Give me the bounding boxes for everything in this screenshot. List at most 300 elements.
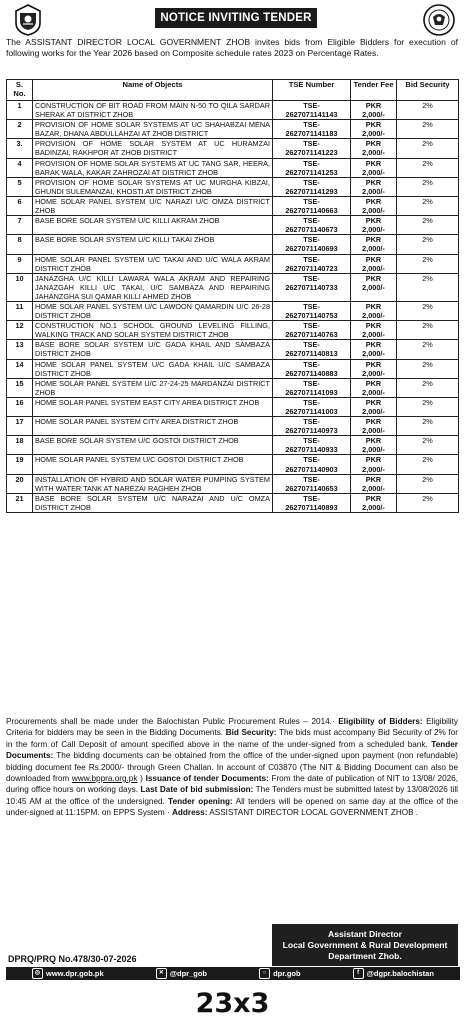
footer-twitter-text: @dpr_gob xyxy=(169,969,208,978)
row-tse-number-tse2: 2627071140653 xyxy=(285,483,338,493)
eligibility-label: Eligibility of Bidders: xyxy=(338,717,423,726)
row-tender-fee-fee2: 2,000/- xyxy=(362,244,385,254)
row-object-name-obj: BASE BORE SOLAR SYSTEM U/C KILLI TAKAI ZHOB xyxy=(35,235,215,245)
row-sno xyxy=(7,417,33,436)
row-sno-sno: 11 xyxy=(15,301,24,311)
row-tender-fee xyxy=(351,216,397,235)
row-object-name xyxy=(33,235,273,254)
row-bid-security xyxy=(397,378,459,397)
row-tse-number-tse1: TSE- xyxy=(303,397,320,407)
row-sno-sno: 13 xyxy=(15,340,24,350)
table-row xyxy=(7,216,459,235)
table-row xyxy=(7,158,459,177)
col-header-tse: TSE Number xyxy=(273,80,351,101)
row-tse-number-tse2: 2627071140973 xyxy=(285,426,338,436)
col-header-fee: Tender Fee xyxy=(351,80,397,101)
row-tender-fee-fee2: 2,000/- xyxy=(362,225,385,235)
row-tender-fee-fee1: PKR xyxy=(365,196,382,206)
row-object-name-obj: CONSTRUCTION OF BIT ROAD FROM MAIN N-50 TO QILA SARDAR SHERAK AT DISTRICT ZHOB xyxy=(35,101,270,120)
row-tender-fee-fee1: PKR xyxy=(365,340,382,350)
row-tse-number xyxy=(273,139,351,158)
row-tender-fee-fee1: PKR xyxy=(365,321,382,331)
row-object-name xyxy=(33,101,273,120)
row-bid-security xyxy=(397,436,459,455)
row-tender-fee xyxy=(351,397,397,416)
row-tender-fee-fee2: 2,000/- xyxy=(362,445,385,455)
row-tse-number xyxy=(273,340,351,359)
bid-security-text: The bids must accompany Bid Security of 2% for in the form of Call Deposit of amount specified above in the name of the under-signed from a scheduled bank. xyxy=(6,728,458,749)
row-sno-sno: 15 xyxy=(15,378,24,388)
row-bid-security-sec: 2% xyxy=(422,474,433,484)
row-tse-number-tse2: 2627071140933 xyxy=(285,445,338,455)
row-object-name-obj: HOME SOLAR PANEL SYSTEM EAST CITY AREA DISTRICT ZHOB xyxy=(35,397,260,407)
row-tse-number xyxy=(273,196,351,215)
row-object-name xyxy=(33,273,273,301)
col-header-security: Bid Security xyxy=(397,80,459,101)
table-row xyxy=(7,397,459,416)
footer-instagram-text: dpr.gob xyxy=(273,969,301,978)
row-tse-number-tse2: 2627071140663 xyxy=(285,206,338,216)
globe-icon: ◎ xyxy=(32,968,43,979)
row-sno xyxy=(7,235,33,254)
row-object-name xyxy=(33,177,273,196)
twitter-icon: ✕ xyxy=(156,968,167,979)
row-sno xyxy=(7,139,33,158)
tender-documents-label: Tender Documents: xyxy=(6,739,458,761)
reference-number: DPRQ/PRQ No.478/30-07-2026 xyxy=(8,954,137,964)
row-tse-number-tse1: TSE- xyxy=(303,340,320,350)
row-bid-security-sec: 2% xyxy=(422,216,433,226)
tender-table xyxy=(6,79,459,513)
tender-opening-text: All tenders will be opened on same day at the office of the under-signed at 11:15PM. on EPPS System · xyxy=(6,796,459,818)
row-tender-fee xyxy=(351,474,397,493)
table-row xyxy=(7,436,459,455)
row-tse-number-tse2: 2627071140673 xyxy=(285,225,338,235)
row-tse-number-tse2: 2627071140903 xyxy=(285,464,338,474)
row-bid-security xyxy=(397,321,459,340)
row-bid-security xyxy=(397,177,459,196)
row-tse-number xyxy=(273,455,351,474)
row-tse-number xyxy=(273,417,351,436)
row-tender-fee-fee2: 2,000/- xyxy=(362,311,385,321)
row-tender-fee-fee2: 2,000/- xyxy=(362,368,385,378)
row-tender-fee-fee1: PKR xyxy=(365,493,382,503)
row-tender-fee-fee1: PKR xyxy=(365,139,382,149)
row-tse-number-tse2: 2627071140693 xyxy=(285,244,338,254)
row-object-name xyxy=(33,196,273,215)
row-bid-security xyxy=(397,493,459,512)
department-seal-logo xyxy=(421,3,457,37)
row-object-name-obj: HOME SOLAR PANEL SYSTEM U/C NARAZI U/C OMZA DISTRICT ZHOB xyxy=(35,196,270,216)
table-row xyxy=(7,493,459,512)
row-tse-number xyxy=(273,397,351,416)
row-tse-number xyxy=(273,493,351,512)
row-bid-security-sec: 2% xyxy=(422,120,433,130)
row-tse-number-tse2: 2627071141293 xyxy=(285,186,338,196)
row-tender-fee-fee1: PKR xyxy=(365,474,382,484)
row-tender-fee-fee1: PKR xyxy=(365,158,382,168)
row-object-name-obj: PROVISION OF HOME SOLAR SYSTEM AT UC HURAMZAI BADINZAI, RAKHPOR AT ZHOB DISTRICT xyxy=(35,139,270,158)
row-object-name-obj: BASE BORE SOLAR SYSTEM U/C NARAZAI AND U/C OMZA DISTRICT ZHOB xyxy=(35,493,270,512)
row-object-name-obj: JANAZGHA U/C KILLI LAWARA WALA AKRAM AND REPAIRING JANAZGAH KILLI U/C TAKAI, U/C SAMBAZA AND REPAIRING JAHANZGHA SUI QAMAR KILLI AHMED ZHOB xyxy=(35,273,270,301)
row-object-name xyxy=(33,378,273,397)
row-bid-security-sec: 2% xyxy=(422,321,433,331)
row-object-name-obj: HOME SOLAR PANEL SYSTEM CITY AREA DISTRICT ZHOB xyxy=(35,417,239,427)
row-bid-security xyxy=(397,158,459,177)
row-bid-security xyxy=(397,455,459,474)
row-object-name xyxy=(33,493,273,512)
row-tender-fee xyxy=(351,340,397,359)
row-tender-fee-fee2: 2,000/- xyxy=(362,129,385,139)
ad-size-label: 23x3 xyxy=(195,988,270,1019)
row-bid-security-sec: 2% xyxy=(422,254,433,264)
row-tender-fee-fee1: PKR xyxy=(365,216,382,226)
row-tender-fee xyxy=(351,436,397,455)
row-bid-security xyxy=(397,301,459,320)
row-tse-number xyxy=(273,378,351,397)
row-tender-fee-fee2: 2,000/- xyxy=(362,426,385,436)
row-sno-sno: 17 xyxy=(15,417,24,427)
row-sno xyxy=(7,397,33,416)
row-bid-security xyxy=(397,273,459,301)
row-object-name xyxy=(33,474,273,493)
row-sno xyxy=(7,321,33,340)
row-tse-number-tse2: 2627071140813 xyxy=(285,349,338,359)
row-bid-security xyxy=(397,120,459,139)
row-object-name xyxy=(33,158,273,177)
row-sno-sno: 14 xyxy=(15,359,24,369)
facebook-icon: f xyxy=(353,968,364,979)
row-tse-number xyxy=(273,177,351,196)
row-tse-number-tse1: TSE- xyxy=(303,321,320,331)
row-object-name xyxy=(33,120,273,139)
row-tender-fee xyxy=(351,139,397,158)
row-tse-number xyxy=(273,301,351,320)
row-sno xyxy=(7,177,33,196)
row-tse-number-tse1: TSE- xyxy=(303,301,320,311)
signature-department: Local Government & Rural Development xyxy=(282,939,448,950)
row-tender-fee xyxy=(351,321,397,340)
row-sno xyxy=(7,196,33,215)
row-tender-fee-fee2: 2,000/- xyxy=(362,186,385,196)
row-bid-security-sec: 2% xyxy=(422,417,433,427)
row-tender-fee-fee2: 2,000/- xyxy=(362,407,385,416)
row-sno xyxy=(7,359,33,378)
row-tender-fee-fee1: PKR xyxy=(365,235,382,245)
row-bid-security xyxy=(397,216,459,235)
row-bid-security-sec: 2% xyxy=(422,235,433,245)
row-sno xyxy=(7,158,33,177)
row-object-name-obj: HOME SOLAR PANEL SYSTEM U/C TAKAI AND U/C WALA AKRAM DISTRICT ZHOB xyxy=(35,254,270,273)
table-row xyxy=(7,101,459,120)
row-tender-fee-fee1: PKR xyxy=(365,359,382,369)
row-sno xyxy=(7,378,33,397)
tender-opening-label: Tender opening: xyxy=(168,796,233,806)
last-date-label: Last Date of bid submission: xyxy=(140,785,254,795)
row-sno-sno: 4 xyxy=(17,158,22,168)
row-tse-number-tse1: TSE- xyxy=(303,235,320,245)
row-sno-sno: 3. xyxy=(16,139,23,149)
signature-title: Assistant Director xyxy=(327,928,403,939)
table-row xyxy=(7,474,459,493)
row-tender-fee-fee1: PKR xyxy=(365,397,382,407)
row-tender-fee xyxy=(351,177,397,196)
row-tse-number-tse1: TSE- xyxy=(303,493,320,503)
row-sno xyxy=(7,301,33,320)
row-bid-security-sec: 2% xyxy=(422,340,433,350)
row-tse-number xyxy=(273,120,351,139)
row-tse-number-tse1: TSE- xyxy=(303,139,320,149)
footer-web[interactable] xyxy=(32,968,104,979)
row-sno-sno: 7 xyxy=(17,216,22,226)
row-bid-security xyxy=(397,397,459,416)
row-object-name-obj: PROVISION OF HOME SOLAR SYSTEMS AT UC SHAHABZAI MENA BAZAR, DHANA ABDULLAHZAI AT ZHOB DISTRICT xyxy=(35,120,270,139)
row-tender-fee xyxy=(351,101,397,120)
row-tse-number-tse2: 2627071141183 xyxy=(285,129,338,139)
address-label: Address: xyxy=(171,808,208,818)
row-tse-number xyxy=(273,158,351,177)
row-tse-number-tse1: TSE- xyxy=(303,417,320,427)
intro-paragraph: The ASSISTANT DIRECTOR LOCAL GOVERNMENT ZHOB invites bids from Eligible Bidders for execution of following works for the Year 2026 based on Composite schedule rates 2023 on Percentage Rates. xyxy=(6,37,458,58)
tender-documents-text: The bidding documents can be obtained from the office of the under-signed upon payment (non refundable) bidding document fee Rs.2000/- through Green Challan. In account of C03870 (The NIT & Bidding Document can also be downloaded from xyxy=(6,751,458,784)
signature-block xyxy=(272,924,458,966)
row-bid-security xyxy=(397,196,459,215)
row-bid-security-sec: 2% xyxy=(422,177,433,187)
notice-title-banner: NOTICE INVITING TENDER xyxy=(155,8,317,28)
row-sno-sno: 1 xyxy=(17,101,22,110)
row-tse-number xyxy=(273,235,351,254)
row-tse-number-tse2: 2627071141253 xyxy=(285,167,338,177)
row-sno-sno: 9 xyxy=(17,254,22,264)
table-header-row xyxy=(7,80,459,101)
row-bid-security-sec: 2% xyxy=(422,196,433,206)
row-tse-number-tse2: 2627071141093 xyxy=(285,387,338,397)
row-tender-fee xyxy=(351,378,397,397)
table-row xyxy=(7,378,459,397)
row-bid-security xyxy=(397,235,459,254)
row-sno xyxy=(7,254,33,273)
row-object-name-obj: PROVISION OF HOME SOLAR SYSTEMS AT UC MURGHA KIBZAI, GHUNDI SULEMANZAI, KHOSTI AT DISTRICT ZHOB xyxy=(35,177,270,196)
row-tse-number-tse1: TSE- xyxy=(303,273,320,283)
row-tender-fee-fee2: 2,000/- xyxy=(362,464,385,474)
row-tse-number xyxy=(273,436,351,455)
row-object-name xyxy=(33,254,273,273)
row-object-name xyxy=(33,216,273,235)
row-tse-number-tse2: 2627071140733 xyxy=(285,282,338,292)
row-tender-fee xyxy=(351,493,397,512)
row-object-name-obj: HOME SOLAR PANEL SYSTEM U/C 27-24-25 MARDANZAI DISTRICT ZHOB xyxy=(35,378,270,397)
row-bid-security xyxy=(397,417,459,436)
row-object-name xyxy=(33,436,273,455)
row-tender-fee-fee1: PKR xyxy=(365,417,382,427)
row-bid-security xyxy=(397,139,459,158)
row-tender-fee xyxy=(351,417,397,436)
row-sno-sno: 2 xyxy=(17,120,22,130)
row-tender-fee-fee2: 2,000/- xyxy=(362,148,385,158)
row-object-name xyxy=(33,455,273,474)
row-tender-fee-fee2: 2,000/- xyxy=(362,330,385,340)
row-bid-security xyxy=(397,254,459,273)
table-row xyxy=(7,235,459,254)
row-bid-security xyxy=(397,359,459,378)
row-tender-fee xyxy=(351,196,397,215)
row-tse-number-tse2: 2627071141143 xyxy=(285,110,338,120)
table-body xyxy=(7,101,459,513)
issuance-text: From the date of publication of NIT to 13/08/ 2026, during office hours on working days. xyxy=(6,774,459,795)
row-object-name-obj: CONSTRUCTION NO.1 SCHOOL GROUND LEVELING FILLING, WALKING TRACK AND SOLAR SYSTEM DISTRICT ZHOB xyxy=(35,321,270,340)
issuance-label: Issuance of tender Documents: xyxy=(145,774,269,784)
row-tse-number-tse2: 2627071140753 xyxy=(285,311,338,321)
table-row xyxy=(7,196,459,215)
row-tse-number-tse1: TSE- xyxy=(303,177,320,187)
row-tender-fee xyxy=(351,120,397,139)
row-object-name-obj: INSTALLATION OF HYBRID AND SOLAR WATER PUMPING SYSTEM WITH WATER TANK AT NAREZAI RAGHEH ZHOB xyxy=(35,474,270,493)
footer-web-text: www.dpr.gob.pk xyxy=(46,969,104,978)
row-object-name xyxy=(33,397,273,416)
row-object-name xyxy=(33,301,273,320)
table-row xyxy=(7,340,459,359)
table-row xyxy=(7,139,459,158)
row-sno xyxy=(7,101,33,120)
row-tse-number-tse1: TSE- xyxy=(303,120,320,130)
row-object-name-obj: BASE BORE SOLAR SYSTEM U/C GADA KHAIL AND SAMBAZA DISTRICT ZHOB xyxy=(35,340,270,359)
social-footer xyxy=(6,967,460,980)
row-tender-fee xyxy=(351,301,397,320)
row-tse-number-tse1: TSE- xyxy=(303,216,320,226)
row-tender-fee-fee1: PKR xyxy=(365,273,382,283)
row-sno xyxy=(7,455,33,474)
row-tse-number xyxy=(273,101,351,120)
row-tender-fee-fee1: PKR xyxy=(365,436,382,446)
row-tse-number-tse1: TSE- xyxy=(303,158,320,168)
row-object-name xyxy=(33,340,273,359)
row-tse-number xyxy=(273,321,351,340)
row-tender-fee-fee1: PKR xyxy=(365,254,382,264)
row-tender-fee-fee1: PKR xyxy=(365,378,382,388)
row-tender-fee xyxy=(351,158,397,177)
row-tender-fee-fee2: 2,000/- xyxy=(362,483,385,493)
footer-instagram[interactable] xyxy=(259,968,301,979)
url-after: ) xyxy=(137,774,146,784)
row-bid-security xyxy=(397,340,459,359)
bppra-link[interactable]: www.bppra.org.pk xyxy=(71,774,138,784)
table-row xyxy=(7,120,459,139)
row-tse-number-tse2: 2627071140723 xyxy=(285,263,338,273)
row-tse-number-tse1: TSE- xyxy=(303,436,320,446)
row-tse-number-tse1: TSE- xyxy=(303,254,320,264)
col-header-name: Name of Objects xyxy=(33,80,273,101)
row-bid-security-sec: 2% xyxy=(422,493,433,503)
footer-facebook[interactable] xyxy=(353,968,434,979)
row-tse-number xyxy=(273,254,351,273)
row-tse-number-tse2: 2627071141223 xyxy=(285,148,338,158)
last-date-text: The Tenders must be submitted latest by 13/08/2026 till 10:45 AM at the office of the undersigned. xyxy=(6,785,458,806)
table-row xyxy=(7,254,459,273)
row-sno-sno: 21 xyxy=(15,493,24,503)
row-bid-security-sec: 2% xyxy=(422,101,433,110)
row-tse-number-tse2: 2627071140763 xyxy=(285,330,338,340)
row-object-name xyxy=(33,417,273,436)
row-sno xyxy=(7,474,33,493)
row-sno-sno: 6 xyxy=(17,196,22,206)
row-tender-fee-fee2: 2,000/- xyxy=(362,110,385,120)
row-tse-number-tse1: TSE- xyxy=(303,196,320,206)
row-bid-security-sec: 2% xyxy=(422,436,433,446)
row-tse-number-tse1: TSE- xyxy=(303,474,320,484)
row-tender-fee-fee1: PKR xyxy=(365,120,382,130)
row-tender-fee xyxy=(351,254,397,273)
row-bid-security-sec: 2% xyxy=(422,273,433,283)
row-tender-fee-fee1: PKR xyxy=(365,455,382,465)
row-sno-sno: 19 xyxy=(15,455,24,465)
table-row xyxy=(7,301,459,320)
row-bid-security-sec: 2% xyxy=(422,139,433,149)
row-tender-fee-fee2: 2,000/- xyxy=(362,282,385,292)
row-bid-security-sec: 2% xyxy=(422,359,433,369)
row-object-name-obj: HOME SOLAR PANEL SYSTEM U/C GADA KHAIL U/C SAMBAZA DISTRICT ZHOB xyxy=(35,359,270,378)
row-tse-number xyxy=(273,359,351,378)
row-object-name-obj: BASE BORE SOLAR SYSTEM U/C GOSTOI DISTRICT ZHOB xyxy=(35,436,239,446)
row-tender-fee-fee2: 2,000/- xyxy=(362,206,385,216)
address-text: ASSISTANT DIRECTOR LOCAL GOVERNMENT ZHOB . xyxy=(207,808,419,818)
instagram-icon: ○ xyxy=(259,968,270,979)
tender-terms xyxy=(6,716,458,819)
footer-twitter[interactable] xyxy=(156,968,207,979)
row-object-name xyxy=(33,359,273,378)
government-emblem-logo xyxy=(10,3,46,37)
row-tse-number-tse2: 2627071141003 xyxy=(285,407,338,416)
row-tender-fee-fee1: PKR xyxy=(365,177,382,187)
row-tender-fee-fee2: 2,000/- xyxy=(362,263,385,273)
row-sno xyxy=(7,493,33,512)
table-row xyxy=(7,177,459,196)
table-row xyxy=(7,359,459,378)
row-bid-security xyxy=(397,101,459,120)
row-object-name xyxy=(33,321,273,340)
row-object-name-obj: HOME SOLAR PANEL SYSTEM U/C GOSTOI DISTRICT ZHOB xyxy=(35,455,244,465)
row-sno xyxy=(7,273,33,301)
row-object-name xyxy=(33,139,273,158)
row-tender-fee xyxy=(351,273,397,301)
bid-security-label: Bid Security: xyxy=(225,728,277,738)
row-sno xyxy=(7,216,33,235)
row-sno-sno: 20 xyxy=(15,474,24,484)
row-bid-security-sec: 2% xyxy=(422,158,433,168)
row-sno-sno: 18 xyxy=(15,436,24,446)
row-object-name-obj: BASE BORE SOLAR SYSTEM U/C KILLI AKRAM ZHOB xyxy=(35,216,220,226)
row-tender-fee xyxy=(351,359,397,378)
row-sno-sno: 10 xyxy=(15,273,24,283)
row-tse-number-tse2: 2627071140893 xyxy=(285,502,338,512)
row-tender-fee-fee1: PKR xyxy=(365,301,382,311)
row-tender-fee-fee2: 2,000/- xyxy=(362,167,385,177)
row-tender-fee-fee1: PKR xyxy=(365,101,382,110)
row-tender-fee-fee2: 2,000/- xyxy=(362,349,385,359)
row-tse-number xyxy=(273,216,351,235)
row-tse-number-tse1: TSE- xyxy=(303,455,320,465)
row-tender-fee xyxy=(351,455,397,474)
row-tender-fee xyxy=(351,235,397,254)
row-object-name-obj: HOME SOLAR PANEL SYSTEM U/C LAWOON QAMARDIN U/C 26-28 DISTRICT ZHOB xyxy=(35,301,270,321)
row-tender-fee-fee2: 2,000/- xyxy=(362,387,385,397)
row-tse-number xyxy=(273,273,351,301)
signature-location: Department Zhob. xyxy=(328,950,402,961)
row-object-name-obj: PROVISION OF HOME SOLAR SYSTEMS AT UC TANG SAR, HEERA, BARAK WALA, KAKAR ZAHROZAI AT DISTRICT ZHOB xyxy=(35,158,270,177)
row-sno-sno: 16 xyxy=(15,397,24,407)
table-row xyxy=(7,273,459,301)
col-header-sno: S. No. xyxy=(7,80,33,101)
row-sno-sno: 8 xyxy=(17,235,22,245)
